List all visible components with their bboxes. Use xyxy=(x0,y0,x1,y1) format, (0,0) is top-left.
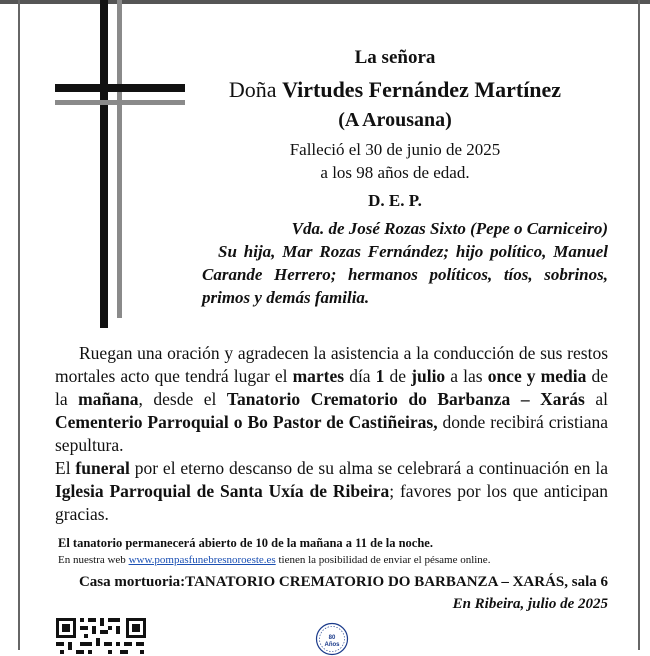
text-segment: a las xyxy=(445,366,488,386)
opening-hours: El tanatorio permanecerá abierto de 10 de la mañana a 11 de la noche. xyxy=(58,536,433,550)
month: julio xyxy=(411,366,446,386)
funeral-word: funeral xyxy=(75,458,130,478)
text-segment: , desde el xyxy=(138,389,227,409)
place-date: En Ribeira, julio de 2025 xyxy=(452,596,608,612)
funeral-paragraph xyxy=(55,457,608,526)
text-segment: El xyxy=(55,458,76,478)
text-segment: al xyxy=(584,389,608,409)
widow-line: Vda. de José Rozas Sixto (Pepe o Carniceiro) xyxy=(291,219,608,238)
text-segment: donde recibirá cristiana sepultura. xyxy=(55,412,608,455)
funeral-home-label: Casa mortuoria: xyxy=(78,574,186,590)
text-segment: por el eterno descanso de su alma se celebrará a continuación en la xyxy=(129,458,608,478)
ceremony-paragraph xyxy=(55,342,608,457)
death-line: Falleció el 30 de junio de 2025 xyxy=(289,140,501,159)
origin-location: Tanatorio Crematorio do Barbanza – Xarás xyxy=(226,389,585,409)
text-segment: tienen la posibilidad de enviar el pésame online. xyxy=(275,554,491,566)
funeral-home-value: TANATORIO CREMATORIO DO BARBANZA – XARÁS, sala 6 xyxy=(185,574,608,590)
text-segment: de xyxy=(384,366,412,386)
text-segment: ; favores por los que anticipan gracias. xyxy=(55,481,608,524)
age-line: a los 98 años de edad. xyxy=(320,163,470,182)
full-name: Virtudes Fernández Martínez xyxy=(282,77,562,102)
text-segment: de la xyxy=(55,366,608,409)
funeral-home xyxy=(55,574,608,591)
title: La señora xyxy=(354,47,436,68)
honorific: Doña xyxy=(228,77,277,102)
family-block xyxy=(202,217,608,309)
emblem-label: Años xyxy=(324,642,340,648)
dep: D. E. P. xyxy=(368,191,422,210)
cemetery: Cementerio Parroquial o Bo Pastor de Castiñeiras, xyxy=(55,412,438,432)
date: 1 xyxy=(375,366,385,386)
qr-code-icon[interactable] xyxy=(55,614,147,654)
deceased-name xyxy=(180,77,610,103)
text-segment: En nuestra web xyxy=(58,554,129,566)
website-link[interactable]: www.pompasfunebresnoroeste.es xyxy=(128,554,276,566)
church: Iglesia Parroquial de Santa Uxía de Ribeira xyxy=(55,481,390,501)
emblem-number: 80 xyxy=(328,635,336,641)
nickname: (A Arousana) xyxy=(338,109,452,131)
text-segment: Ruegan una oración y agradecen la asistencia a la conducción de sus restos mortales acto que tendrá lugar el xyxy=(55,343,608,386)
day: martes xyxy=(292,366,345,386)
time: once y media xyxy=(487,366,587,386)
cross-icon xyxy=(55,0,185,330)
text-segment: día xyxy=(344,366,376,386)
relatives-line: Su hija, Mar Rozas Fernández; hijo político, Manuel Carande Herrero; hermanos políticos, tíos, sobrinos, primos y demás familia. xyxy=(202,242,608,307)
left-border xyxy=(18,0,20,650)
notice-body xyxy=(55,342,608,526)
anniversary-emblem-icon xyxy=(315,622,349,656)
right-border xyxy=(638,0,640,650)
web-note xyxy=(58,554,490,566)
time-of-day: mañana xyxy=(78,389,139,409)
